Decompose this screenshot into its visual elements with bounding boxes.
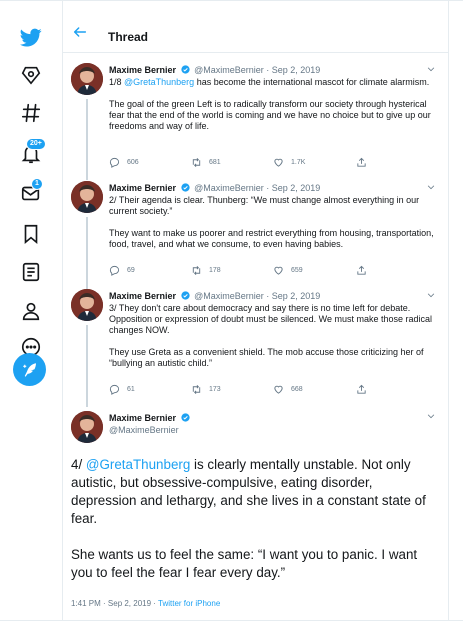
share-icon: [356, 265, 367, 276]
tweet-3[interactable]: [63, 287, 448, 397]
avatar[interactable]: [71, 181, 103, 213]
tweet-actions: [109, 384, 409, 398]
tweet-content: [109, 182, 436, 250]
notifications-badge: 20+: [26, 138, 46, 150]
mention-link[interactable]: @GretaThunberg: [85, 457, 191, 472]
author-handle[interactable]: @MaximeBernier: [194, 183, 264, 193]
like-count: 659: [291, 267, 303, 274]
tweet-header: [109, 64, 436, 76]
tweet-paragraph: The goal of the green Left is to radically transform our society through hysterical fear that the end of the world is coming and we have no choice but to give up our freedoms and way of life.: [109, 99, 431, 131]
tweet-content: [109, 290, 436, 369]
tweet-header: [109, 412, 192, 436]
retweet-icon: [191, 265, 202, 276]
explore-icon[interactable]: [19, 63, 43, 87]
share-icon: [356, 384, 367, 395]
text-span: has become the international mascot for climate alarmism.: [194, 77, 430, 87]
thread-header: [63, 1, 448, 53]
tweet-actions: [109, 157, 409, 171]
text-span: is clearly mentally unstable. Not only autistic, but obsessive-compulsive, eating disorder, depression and lethargy, and she lives in a constant state of fear.: [71, 457, 426, 526]
heart-icon: [273, 265, 284, 276]
heart-icon: [273, 384, 284, 395]
like-count: 668: [291, 386, 303, 393]
thread-connector: [86, 325, 88, 407]
tweet-paragraph: 3/ They don't care about democracy and say there is no time left for debate. Opposition or expression of doubt must be silenced. We must make those radical changes NOW.: [109, 303, 432, 335]
retweet-button[interactable]: [191, 157, 221, 168]
reply-button[interactable]: [109, 265, 135, 276]
reply-icon: [109, 157, 120, 168]
tweet-header: [109, 290, 436, 302]
tweet-time[interactable]: 1:41 PM · Sep 2, 2019 ·: [71, 599, 159, 608]
tweet-paragraph: She wants us to feel the same: “I want you to panic. I want you to feel the fear I fear every day.”: [71, 547, 418, 580]
chevron-down-icon[interactable]: [426, 182, 436, 192]
author-handle[interactable]: @MaximeBernier: [109, 425, 179, 435]
retweet-button[interactable]: [191, 265, 221, 276]
reply-icon: [109, 265, 120, 276]
author-name[interactable]: Maxime Bernier: [109, 65, 177, 75]
tweet-date[interactable]: · Sep 2, 2019: [266, 291, 321, 301]
tweet-paragraph: They want to make us poorer and restrict everything from housing, transportation, food, travel, and what we consume, to even having babies.: [109, 228, 434, 249]
author-name[interactable]: Maxime Bernier: [109, 291, 177, 301]
reply-button[interactable]: [109, 157, 139, 168]
tweet-source-link[interactable]: Twitter for iPhone: [158, 599, 221, 608]
retweet-button[interactable]: [191, 384, 221, 395]
notifications-icon[interactable]: [19, 142, 43, 166]
avatar[interactable]: [71, 63, 103, 95]
heart-icon: [273, 157, 284, 168]
reply-icon: [109, 384, 120, 395]
tweet-text: [109, 195, 436, 250]
lists-icon[interactable]: [19, 260, 43, 284]
reply-button[interactable]: [109, 384, 135, 395]
mention-link[interactable]: @GretaThunberg: [124, 77, 195, 87]
chevron-down-icon[interactable]: [426, 290, 436, 300]
author-handle[interactable]: @MaximeBernier: [194, 291, 264, 301]
avatar[interactable]: [71, 289, 103, 321]
chevron-down-icon[interactable]: [426, 64, 436, 74]
author-name[interactable]: Maxime Bernier: [109, 183, 177, 193]
hashtag-icon[interactable]: [19, 101, 43, 125]
share-button[interactable]: [356, 384, 374, 395]
verified-badge-icon: [181, 65, 190, 74]
messages-icon[interactable]: [19, 181, 43, 205]
sidebar: [0, 1, 62, 621]
retweet-count: 681: [209, 159, 221, 166]
verified-badge-icon: [181, 291, 190, 300]
reply-count: 606: [127, 159, 139, 166]
retweet-icon: [191, 157, 202, 168]
thread-connector: [86, 99, 88, 180]
tweet-text: [71, 456, 434, 582]
back-arrow-icon[interactable]: [72, 24, 88, 40]
text-span: 4/: [71, 457, 86, 472]
author-name[interactable]: Maxime Bernier: [109, 413, 177, 423]
verified-badge-icon: [181, 413, 190, 422]
share-button[interactable]: [356, 265, 374, 276]
like-count: 1.7K: [291, 159, 306, 166]
tweet-1[interactable]: [63, 53, 448, 178]
tweet-header: [109, 182, 436, 194]
avatar[interactable]: [71, 411, 103, 443]
retweet-count: 178: [209, 267, 221, 274]
share-icon: [356, 157, 367, 168]
compose-button[interactable]: [13, 353, 46, 386]
share-button[interactable]: [356, 157, 374, 168]
bookmarks-icon[interactable]: [19, 222, 43, 246]
like-button[interactable]: [273, 157, 305, 168]
tweet-paragraph: 2/ Their agenda is clear. Thunberg: “We must change almost everything in our current society.”: [109, 195, 420, 216]
author-handle[interactable]: @MaximeBernier: [194, 65, 264, 75]
tweet-paragraph: They use Greta as a convenient shield. The mob accuse those criticizing her of “bullying an autistic child.”: [109, 347, 424, 368]
messages-badge: 1: [31, 178, 43, 190]
tweet-text: [109, 303, 436, 369]
thread-connector: [86, 217, 88, 291]
tweet-actions: [109, 265, 409, 279]
like-button[interactable]: [273, 384, 303, 395]
like-button[interactable]: [273, 265, 303, 276]
text-span: 1/8: [109, 77, 125, 87]
tweet-timestamp: [71, 599, 220, 608]
tweet-content: [109, 64, 436, 132]
retweet-count: 173: [209, 386, 221, 393]
tweet-2[interactable]: [63, 179, 448, 281]
compose-icon: [21, 361, 39, 379]
retweet-icon: [191, 384, 202, 395]
chevron-down-icon[interactable]: [426, 411, 436, 421]
page-title: Thread: [108, 30, 149, 44]
tweet-text: [109, 77, 436, 132]
thread-column: [62, 1, 449, 621]
reply-count: 61: [127, 386, 135, 393]
tweet-date[interactable]: · Sep 2, 2019: [266, 65, 321, 75]
reply-count: 69: [127, 267, 135, 274]
twitter-logo-icon[interactable]: [19, 25, 43, 49]
verified-badge-icon: [181, 183, 190, 192]
profile-icon[interactable]: [19, 299, 43, 323]
tweet-date[interactable]: · Sep 2, 2019: [266, 183, 321, 193]
